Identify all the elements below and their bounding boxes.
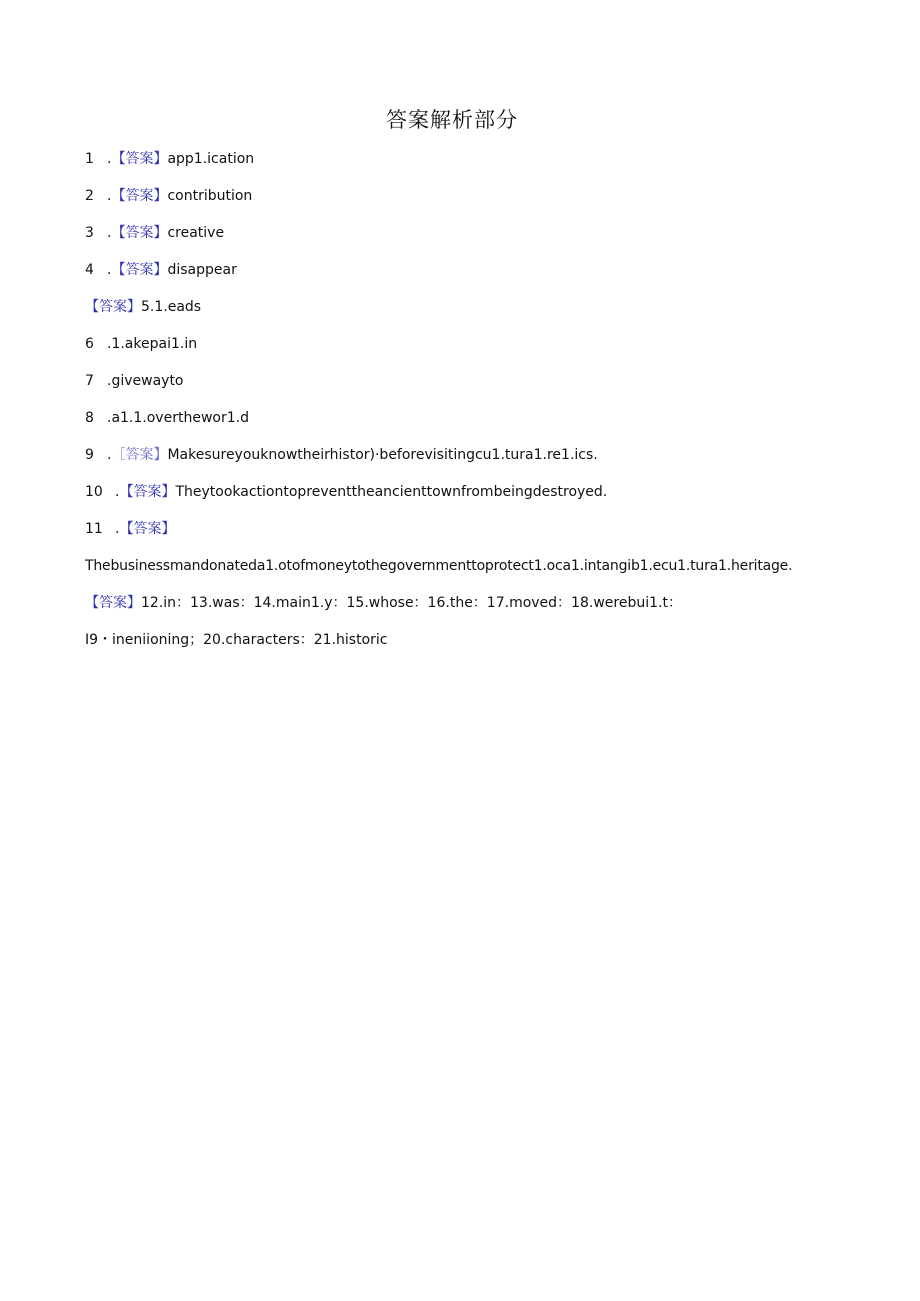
answer-line-9: 9 .［答案】Makesureyouknowtheirhistor)·beforevisitingcu1.tura1.re1.ics. <box>85 447 598 463</box>
item-number: 10 <box>85 484 103 500</box>
answer-tag: 【答案】 <box>111 151 168 167</box>
answer-line-11: 11 .【答案】 <box>85 521 176 537</box>
answer-tag: 【答案】 <box>111 262 168 278</box>
answer-line-6 <box>85 334 197 354</box>
answer-line-12-18 <box>85 593 682 613</box>
answer-text: disappear <box>167 262 237 278</box>
answer-text: app1.ication <box>167 151 255 167</box>
answer-line-2: 2 .【答案】contribution <box>85 188 253 204</box>
answer-text: 5.1.eads <box>141 299 202 315</box>
answer-text: creative <box>167 225 225 241</box>
answer-text: 12.in：13.was：14.main1.y：15.whose：16.the：17.moved：18.werebui1.t： <box>141 595 682 611</box>
answer-line-4: 4 .【答案】disappear <box>85 262 237 278</box>
answer-line-8 <box>85 408 249 428</box>
answer-tag: 【答案】 <box>85 299 141 315</box>
answer-text: .givewayto <box>107 373 184 389</box>
item-number: 1 <box>85 151 94 167</box>
answer-text: .1.akepai1.in <box>107 336 198 352</box>
answer-line-11-text <box>85 556 792 576</box>
answer-text: Thebusinessmandonateda1.otofmoneytothegovernmenttoprotect1.oca1.intangib1.ecu1.tura1.heritage. <box>85 558 793 574</box>
answer-tag: ［答案】 <box>111 447 168 463</box>
item-number: 2 <box>85 188 94 204</box>
answer-line-7 <box>85 371 184 391</box>
page-title: 答案解析部分 <box>386 108 518 132</box>
answer-line-10: 10 .【答案】Theytookactiontopreventtheancienttownfrombeingdestroyed. <box>85 484 608 500</box>
answer-line-19-21 <box>85 630 387 650</box>
answer-text: Makesureyouknowtheirhistor)·beforevisitingcu1.tura1.re1.ics. <box>167 447 598 463</box>
item-number: 6 <box>85 336 94 352</box>
answer-line-5 <box>85 297 201 317</box>
answer-text: I9・ineniioning；20.characters：21.historic <box>85 632 388 648</box>
answer-tag: 【答案】 <box>119 484 176 500</box>
answer-line-1: 1 .【答案】app1.ication <box>85 151 255 167</box>
answer-text: .a1.1.overthewor1.d <box>107 410 249 426</box>
answer-tag: 【答案】 <box>111 188 168 204</box>
item-number: 11 <box>85 521 103 537</box>
answer-line-3: 3 .【答案】creative <box>85 225 225 241</box>
item-number: 8 <box>85 410 94 426</box>
answer-tag: 【答案】 <box>111 225 168 241</box>
item-number: 7 <box>85 373 94 389</box>
item-number: 3 <box>85 225 94 241</box>
answer-tag: 【答案】 <box>85 595 141 611</box>
answer-text: contribution <box>167 188 253 204</box>
answer-tag: 【答案】 <box>119 521 176 537</box>
item-number: 4 <box>85 262 94 278</box>
answer-text: Theytookactiontopreventtheancienttownfrombeingdestroyed. <box>175 484 608 500</box>
item-number: 9 <box>85 447 94 463</box>
